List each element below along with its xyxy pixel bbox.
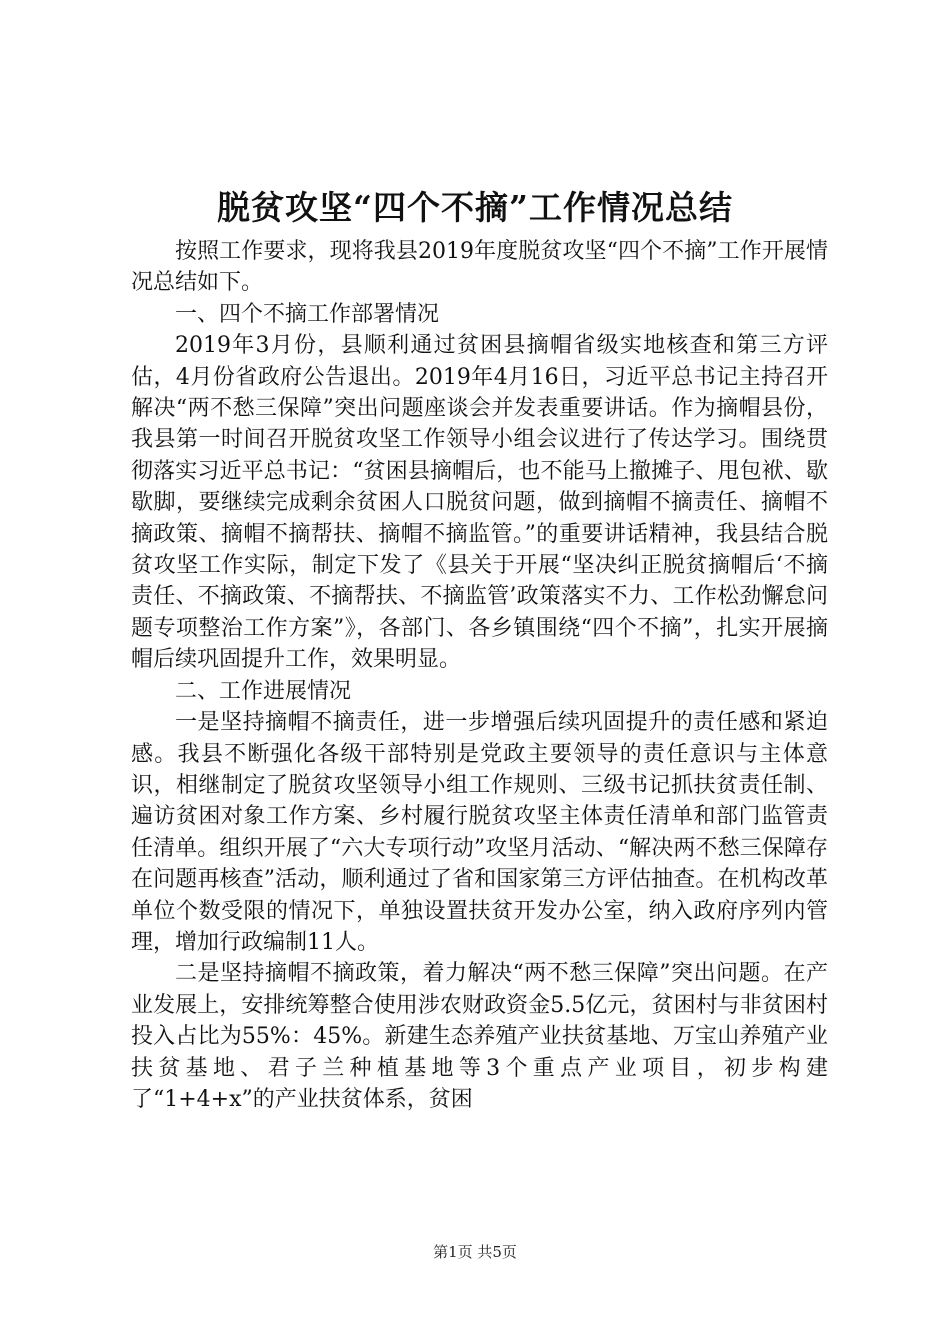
paragraph-intro: 按照工作要求，现将我县2019年度脱贫攻坚“四个不摘”工作开展情况总结如下。 [131, 239, 828, 296]
section-heading-2: 二、工作进展情况 [175, 678, 352, 704]
paragraph-deployment: 2019年3月份，县顺利通过贫困县摘帽省级实地核查和第三方评估，4月份省政府公告退出。2019年4月16日，习近平总书记主持召开解决“两不愁三保障”突出问题座谈会并发表重要讲话。作为摘帽县份，我县第一时间召开脱贫攻坚工作领导小组会议进行了传达学习。围绕贯彻落实习近平总书记：“贫困县摘帽后，也不能马上撤摊子、甩包袱、歇歇脚，要继续完成剩余贫困人口脱贫问题，做到摘帽不摘责任、摘帽不摘政策、摘帽不摘帮扶、摘帽不摘监管。”的重要讲话精神，我县结合脱贫攻坚工作实际，制定下发了《县关于开展“坚决纠正脱贫摘帽后‘不摘责任、不摘政策、不摘帮扶、不摘监管’政策落实不力、工作松劲懈怠问题专项整治工作方案”》，各部门、各乡镇围绕“四个不摘”，扎实开展摘帽后续巩固提升工作，效果明显。 [131, 333, 828, 673]
paragraph-responsibility: 一是坚持摘帽不摘责任，进一步增强后续巩固提升的责任感和紧迫感。我县不断强化各级干部特别是党政主要领导的责任意识与主体意识，相继制定了脱贫攻坚领导小组工作规则、三级书记抓扶贫责任制、遍访贫困对象工作方案、乡村履行脱贫攻坚主体责任清单和部门监管责任清单。组织开展了“六大专项行动”攻坚月活动、“解决两不愁三保障存在问题再核查”活动，顺利通过了省和国家第三方评估抽查。在机构改革单位个数受限的情况下，单独设置扶贫开发办公室，纳入政府序列内管理，增加行政编制11人。 [131, 710, 828, 955]
section-heading-1: 一、四个不摘工作部署情况 [175, 301, 440, 327]
page-footer: 第1页 共5页 [433, 1243, 517, 1261]
document-body [131, 236, 828, 1115]
document-title: 脱贫攻坚“四个不摘”工作情况总结 [217, 188, 733, 227]
paragraph-policy: 二是坚持摘帽不摘政策，着力解决“两不愁三保障”突出问题。在产业发展上，安排统筹整合使用涉农财政资金5.5亿元，贫困村与非贫困村投入占比为55%：45%。新建生态养殖产业扶贫基地、万宝山养殖产业扶贫基地、君子兰种植基地等3个重点产业项目，初步构建了“1+4+x”的产业扶贫体系，贫困 [131, 961, 828, 1112]
